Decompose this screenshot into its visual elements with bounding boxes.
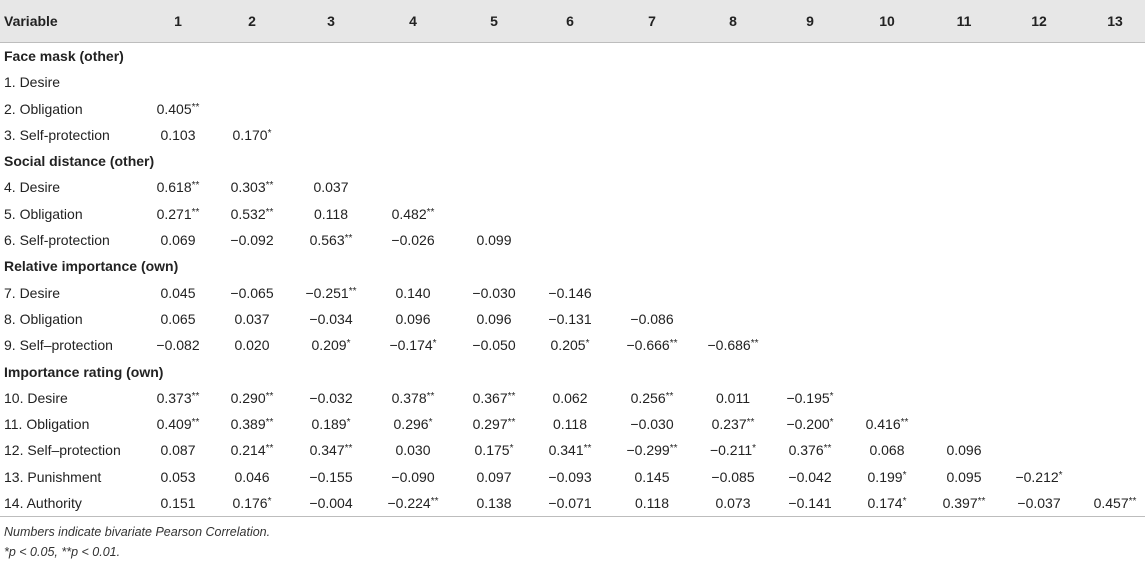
correlation-cell: 0.214** <box>230 442 274 459</box>
correlation-cell: 0.367** <box>472 389 516 406</box>
column-header-3: 3 <box>327 13 335 29</box>
row-label: 4. Desire <box>4 179 61 196</box>
correlation-cell: 0.532** <box>230 205 274 222</box>
correlation-cell: −0.212* <box>1015 468 1063 485</box>
correlation-cell: 0.053 <box>160 468 196 485</box>
correlation-cell: 0.271** <box>156 205 200 222</box>
table-body <box>0 43 1145 516</box>
correlation-cell: 0.405** <box>156 100 200 117</box>
row-label: 7. Desire <box>4 284 61 301</box>
table-row <box>0 69 1145 95</box>
correlation-cell: 0.290** <box>230 389 274 406</box>
correlation-cell: 0.618** <box>156 179 200 196</box>
correlation-cell: 0.020 <box>234 337 270 354</box>
column-header-2: 2 <box>248 13 256 29</box>
section-header-row <box>0 359 1145 385</box>
section-header-row <box>0 148 1145 174</box>
row-label: 8. Obligation <box>4 310 83 327</box>
table-header-row <box>0 0 1145 43</box>
correlation-cell: 0.482** <box>391 205 435 222</box>
correlation-cell: 0.037 <box>234 310 270 327</box>
correlation-cell: 0.373** <box>156 389 200 406</box>
table-row <box>0 464 1145 490</box>
table-row <box>0 437 1145 463</box>
table-row <box>0 306 1145 332</box>
correlation-cell: 0.296* <box>393 416 433 433</box>
column-header-4: 4 <box>409 13 417 29</box>
section-label: Importance rating (own) <box>4 363 164 380</box>
table-row <box>0 490 1145 516</box>
table-row <box>0 411 1145 437</box>
correlation-cell: 0.073 <box>715 495 751 512</box>
correlation-cell: −0.071 <box>548 495 592 512</box>
column-header-10: 10 <box>879 13 895 29</box>
correlation-cell: 0.303** <box>230 179 274 196</box>
correlation-cell: 0.138 <box>476 495 512 512</box>
correlation-cell: 0.256** <box>630 389 674 406</box>
row-label: 12. Self–protection <box>4 442 121 459</box>
table-row <box>0 280 1145 306</box>
correlation-cell: 0.176* <box>232 495 272 512</box>
correlation-cell: 0.046 <box>234 468 270 485</box>
correlation-cell: 0.118 <box>553 416 587 433</box>
section-header-row <box>0 253 1145 279</box>
correlation-cell: −0.092 <box>230 232 274 249</box>
correlation-cell: 0.062 <box>552 389 588 406</box>
correlation-cell: 0.099 <box>476 232 512 249</box>
correlation-cell: −0.299** <box>626 442 678 459</box>
correlation-cell: 0.069 <box>160 232 196 249</box>
row-label: 14. Authority <box>4 495 82 512</box>
correlation-cell: 0.145 <box>634 468 670 485</box>
correlation-cell: 0.376** <box>788 442 832 459</box>
correlation-cell: 0.095 <box>946 468 982 485</box>
correlation-cell: 0.205* <box>550 337 590 354</box>
correlation-cell: 0.140 <box>395 284 431 301</box>
table-row <box>0 227 1145 253</box>
footnote-correlation: Numbers indicate bivariate Pearson Correlation. <box>4 525 271 540</box>
correlation-cell: 0.096 <box>946 442 982 459</box>
correlation-cell: 0.103 <box>160 126 196 143</box>
correlation-cell: 0.175* <box>474 442 514 459</box>
correlation-cell: 0.237** <box>711 416 755 433</box>
correlation-cell: −0.042 <box>788 468 832 485</box>
correlation-cell: 0.045 <box>160 284 196 301</box>
column-header-7: 7 <box>648 13 656 29</box>
correlation-cell: 0.378** <box>391 389 435 406</box>
correlation-cell: −0.211* <box>709 442 757 459</box>
table-row <box>0 332 1145 358</box>
correlation-cell: 0.096 <box>395 310 431 327</box>
correlation-cell: −0.082 <box>156 337 200 354</box>
correlation-cell: 0.037 <box>313 179 349 196</box>
correlation-cell: −0.085 <box>711 468 755 485</box>
correlation-cell: 0.097 <box>476 468 512 485</box>
column-header-6: 6 <box>566 13 574 29</box>
column-header-11: 11 <box>956 13 972 29</box>
row-label: 10. Desire <box>4 389 68 406</box>
correlation-cell: 0.389** <box>230 416 274 433</box>
table-row <box>0 201 1145 227</box>
correlation-cell: 0.118 <box>635 495 669 512</box>
correlation-cell: 0.118 <box>314 205 348 222</box>
correlation-cell: −0.037 <box>1017 495 1061 512</box>
correlation-cell: 0.068 <box>869 442 905 459</box>
table-bottom-rule <box>0 516 1145 517</box>
correlation-cell: 0.563** <box>309 232 353 249</box>
correlation-cell: 0.416** <box>865 416 909 433</box>
correlation-cell: −0.026 <box>391 232 435 249</box>
correlation-cell: −0.086 <box>630 310 674 327</box>
correlation-cell: 0.065 <box>160 310 196 327</box>
correlation-cell: 0.087 <box>160 442 196 459</box>
correlation-cell: −0.030 <box>630 416 674 433</box>
section-header-row <box>0 43 1145 69</box>
row-label: 5. Obligation <box>4 205 83 222</box>
section-label: Relative importance (own) <box>4 258 179 275</box>
correlation-cell: −0.224** <box>387 495 439 512</box>
correlation-cell: 0.030 <box>395 442 431 459</box>
correlation-cell: −0.686** <box>707 337 759 354</box>
column-header-5: 5 <box>490 13 498 29</box>
column-header-1: 1 <box>174 13 182 29</box>
column-header-variable: Variable <box>4 13 58 29</box>
correlation-cell: 0.151 <box>160 495 196 512</box>
correlation-cell: 0.096 <box>476 310 512 327</box>
correlation-cell: −0.004 <box>309 495 353 512</box>
column-header-9: 9 <box>806 13 814 29</box>
correlation-cell: −0.034 <box>309 310 353 327</box>
row-label: 2. Obligation <box>4 100 83 117</box>
correlation-cell: −0.146 <box>548 284 592 301</box>
correlation-cell: −0.093 <box>548 468 592 485</box>
correlation-cell: −0.050 <box>472 337 516 354</box>
correlation-cell: −0.195* <box>786 389 834 406</box>
table-row <box>0 385 1145 411</box>
correlation-cell: −0.666** <box>626 337 678 354</box>
correlation-cell: −0.032 <box>309 389 353 406</box>
correlation-cell: −0.174* <box>389 337 437 354</box>
correlation-cell: 0.341** <box>548 442 592 459</box>
table-row <box>0 174 1145 200</box>
correlation-cell: 0.297** <box>472 416 516 433</box>
correlation-cell: 0.189* <box>311 416 351 433</box>
row-label: 3. Self-protection <box>4 126 110 143</box>
correlation-cell: −0.065 <box>230 284 274 301</box>
correlation-cell: 0.409** <box>156 416 200 433</box>
correlation-cell: −0.200* <box>786 416 834 433</box>
correlation-cell: 0.011 <box>716 389 750 406</box>
correlation-cell: 0.209* <box>311 337 351 354</box>
correlation-cell: −0.090 <box>391 468 435 485</box>
correlation-cell: 0.397** <box>942 495 986 512</box>
section-label: Social distance (other) <box>4 153 155 170</box>
row-label: 9. Self–protection <box>4 337 113 354</box>
row-label: 6. Self-protection <box>4 232 110 249</box>
correlation-cell: 0.347** <box>309 442 353 459</box>
correlation-cell: 0.457** <box>1093 495 1137 512</box>
column-header-12: 12 <box>1031 13 1047 29</box>
column-header-8: 8 <box>729 13 737 29</box>
table-row <box>0 122 1145 148</box>
correlation-cell: −0.131 <box>548 310 592 327</box>
correlation-cell: 0.170* <box>232 126 272 143</box>
column-header-13: 13 <box>1107 13 1123 29</box>
row-label: 11. Obligation <box>4 416 90 433</box>
correlation-cell: −0.030 <box>472 284 516 301</box>
table-row <box>0 96 1145 122</box>
section-label: Face mask (other) <box>4 48 124 64</box>
correlation-cell: 0.199* <box>867 468 907 485</box>
row-label: 1. Desire <box>4 74 61 91</box>
correlation-cell: −0.251** <box>305 284 357 301</box>
correlation-cell: −0.155 <box>309 468 353 485</box>
correlation-cell: −0.141 <box>788 495 832 512</box>
row-label: 13. Punishment <box>4 468 102 485</box>
footnote-significance: *p < 0.05, **p < 0.01. <box>4 545 121 560</box>
correlation-cell: 0.174* <box>867 495 907 512</box>
